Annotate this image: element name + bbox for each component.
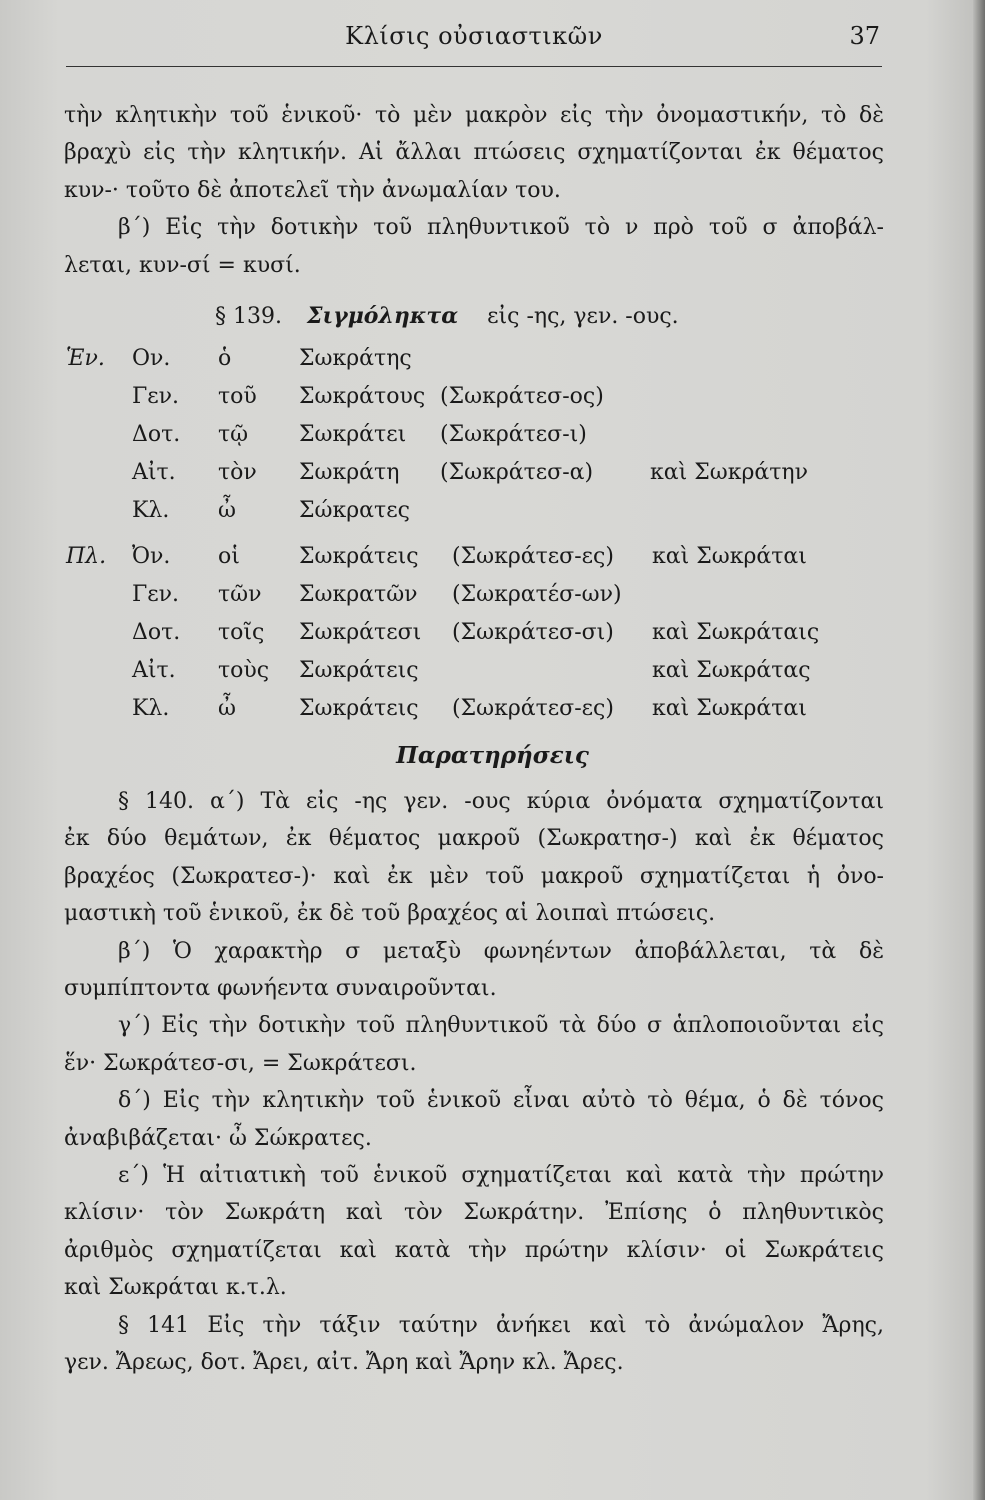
running-head: Κλίσις οὐσιαστικῶν: [345, 22, 603, 50]
text-line: γ΄) Εἰς τὴν δοτικὴν τοῦ πληθυντικοῦ τὰ δύο σ ἁπλοποιοῦνται εἰς: [118, 1013, 884, 1039]
paragraph-1-line: [64, 895, 884, 932]
declension-form-cell: Σωκράτης: [299, 346, 412, 371]
text-line: κυν-· τοῦτο δὲ ἀποτελεῖ τὴν ἀνωμαλίαν του.: [64, 177, 561, 203]
declension-case-cell: Ον.: [132, 346, 171, 371]
text-line: § 141 Εἰς τὴν τάξιν ταύτην ἀνήκει καὶ τὸ ἀνώμαλον Ἄρης,: [118, 1312, 884, 1338]
text-line: καὶ Σωκράται κ.τ.λ.: [64, 1275, 287, 1301]
number-label-plural: Πλ.: [66, 544, 107, 569]
declension-form-cell: Σωκράτη: [299, 460, 400, 485]
declension-form-cell: Σωκράτεις: [299, 696, 419, 721]
declension-alt-cell: καὶ Σωκράτας: [652, 658, 811, 683]
text-line: βραχὺ εἰς τὴν κλητικήν. Αἱ ἄλλαι πτώσεις σχηματίζονται ἐκ θέματος: [64, 140, 884, 166]
text-line: τὴν κλητικὴν τοῦ ἑνικοῦ· τὸ μὲν μακρὸν εἰς τὴν ὀνομαστικήν, τὸ δὲ: [64, 103, 884, 128]
paragraph-5-line: [64, 1194, 884, 1231]
declension-analysis-cell: (Σωκράτεσ-ες): [452, 544, 614, 569]
text-line: ἀναβιβάζεται· ὦ Σώκρατες.: [64, 1125, 372, 1151]
declension-case-cell: Γεν.: [132, 582, 180, 607]
page-number: 37: [849, 22, 880, 50]
paragraph-1-line: [64, 783, 884, 820]
declension-analysis-cell: (Σωκράτεσ-ι): [440, 422, 587, 447]
declension-alt-cell: καὶ Σωκράται: [652, 544, 807, 569]
paragraph-6-line: [64, 1307, 884, 1344]
text-line: ἐκ δύο θεμάτων, ἐκ θέματος μακροῦ (Σωκρατησ-) καὶ ἐκ θέματος: [64, 826, 884, 852]
declension-article-cell: ὁ: [218, 346, 232, 371]
paragraph-5-line: [64, 1157, 884, 1194]
declension-case-cell: Δοτ.: [132, 422, 181, 447]
observations-heading: Παρατηρήσεις: [396, 742, 589, 769]
text-line: ἕν· Σωκράτεσ-σι, = Σωκράτεσι.: [64, 1050, 417, 1076]
declension-form-cell: Σωκράτεις: [299, 658, 419, 683]
declension-article-cell: τῶν: [218, 582, 262, 607]
declension-case-cell: Αἰτ.: [132, 658, 176, 683]
declension-form-cell: Σωκράτεις: [299, 544, 419, 569]
number-label-singular: Ἑν.: [66, 346, 105, 371]
declension-analysis-cell: (Σωκράτεσ-σι): [452, 620, 614, 645]
declension-form-cell: Σωκράτους: [299, 384, 426, 409]
declension-alt-cell: καὶ Σωκράτην: [650, 460, 808, 485]
declension-case-cell: Αἰτ.: [132, 460, 176, 485]
declension-form-cell: Σωκράτει: [299, 422, 407, 447]
section-number: § 139.: [215, 304, 282, 329]
declension-analysis-cell: (Σωκράτεσ-ος): [440, 384, 604, 409]
declension-form-cell: Σώκρατες: [299, 498, 410, 523]
paragraph-5-line: [64, 1269, 884, 1306]
section-subtitle: εἰς -ης, γεν. -ους.: [487, 304, 679, 329]
declension-article-cell: τοὺς: [218, 658, 270, 683]
text-line: β΄) Εἰς τὴν δοτικὴν τοῦ πληθυντικοῦ τὸ ν πρὸ τοῦ σ ἀποβάλ-: [118, 215, 884, 241]
text-line: λεται, κυν-σί = κυσί.: [64, 252, 301, 278]
declension-case-cell: Ὀν.: [132, 544, 171, 569]
declension-article-cell: οἱ: [218, 544, 240, 569]
declension-case-cell: Δοτ.: [132, 620, 181, 645]
paragraph-1-line: [64, 858, 884, 895]
paragraph-2-line: [64, 970, 884, 1007]
paragraph-6-line: [64, 1344, 884, 1381]
paragraph-4-line: [64, 1082, 884, 1119]
text-line: β΄) Ὁ χαρακτὴρ σ μεταξὺ φωνηέντων ἀποβάλλεται, τὰ δὲ: [118, 938, 884, 964]
declension-article-cell: τοῖς: [218, 620, 265, 645]
declension-case-cell: Κλ.: [132, 696, 170, 721]
declension-analysis-cell: (Σωκράτεσ-α): [440, 460, 594, 485]
text-line: δ΄) Εἰς τὴν κλητικὴν τοῦ ἑνικοῦ εἶναι αὐτὸ τὸ θέμα, ὁ δὲ τόνος: [118, 1088, 884, 1114]
declension-analysis-cell: (Σωκρατέσ-ων): [452, 582, 622, 607]
declension-form-cell: Σωκράτεσι: [299, 620, 422, 645]
text-line: γεν. Ἄρεως, δοτ. Ἄρει, αἰτ. Ἄρη καὶ Ἄρην κλ. Ἄρες.: [64, 1350, 624, 1375]
section-title: Σιγμόληκτα: [306, 303, 459, 329]
declension-case-cell: Κλ.: [132, 498, 170, 523]
declension-article-cell: τοῦ: [218, 384, 257, 409]
text-line: § 140. α΄) Τὰ εἰς -ης γεν. -ους κύρια ὀνόματα σχηματίζονται: [118, 789, 884, 814]
paragraph-2-line: [64, 933, 884, 970]
paragraph-3-line: [64, 1007, 884, 1044]
declension-analysis-cell: (Σωκράτεσ-ες): [452, 696, 614, 721]
declension-form-cell: Σωκρατῶν: [299, 582, 418, 607]
text-line: ἀριθμὸς σχηματίζεται καὶ κατὰ τὴν πρώτην κλίσιν· οἱ Σωκράτεις: [64, 1237, 884, 1263]
text-line: μαστικὴ τοῦ ἑνικοῦ, ἐκ δὲ τοῦ βραχέος αἱ λοιπαὶ πτώσεις.: [64, 901, 716, 927]
declension-article-cell: ὦ: [218, 498, 236, 523]
text-line: κλίσιν· τὸν Σωκράτη καὶ τὸν Σωκράτην. Ἐπίσης ὁ πληθυντικὸς: [64, 1200, 884, 1226]
declension-alt-cell: καὶ Σωκράται: [652, 696, 807, 721]
text-line: ε΄) Ἡ αἰτιατικὴ τοῦ ἑνικοῦ σχηματίζεται καὶ κατὰ τὴν πρώτην: [118, 1163, 884, 1188]
declension-case-cell: Γεν.: [132, 384, 180, 409]
declension-article-cell: τὸν: [218, 460, 257, 485]
declension-article-cell: ὦ: [218, 696, 236, 721]
paragraph-4-line: [64, 1120, 884, 1157]
text-line: συμπίπτοντα φωνήεντα συναιροῦνται.: [64, 976, 497, 1001]
paragraph-1-line: [64, 820, 884, 857]
paragraph-3-line: [64, 1045, 884, 1082]
text-line: βραχέος (Σωκρατεσ-)· καὶ ἐκ μὲν τοῦ μακροῦ σχηματίζεται ἡ ὀνο-: [64, 863, 884, 889]
paragraph-5-line: [64, 1232, 884, 1269]
declension-article-cell: τῷ: [218, 422, 249, 447]
declension-alt-cell: καὶ Σωκράταις: [652, 620, 820, 645]
